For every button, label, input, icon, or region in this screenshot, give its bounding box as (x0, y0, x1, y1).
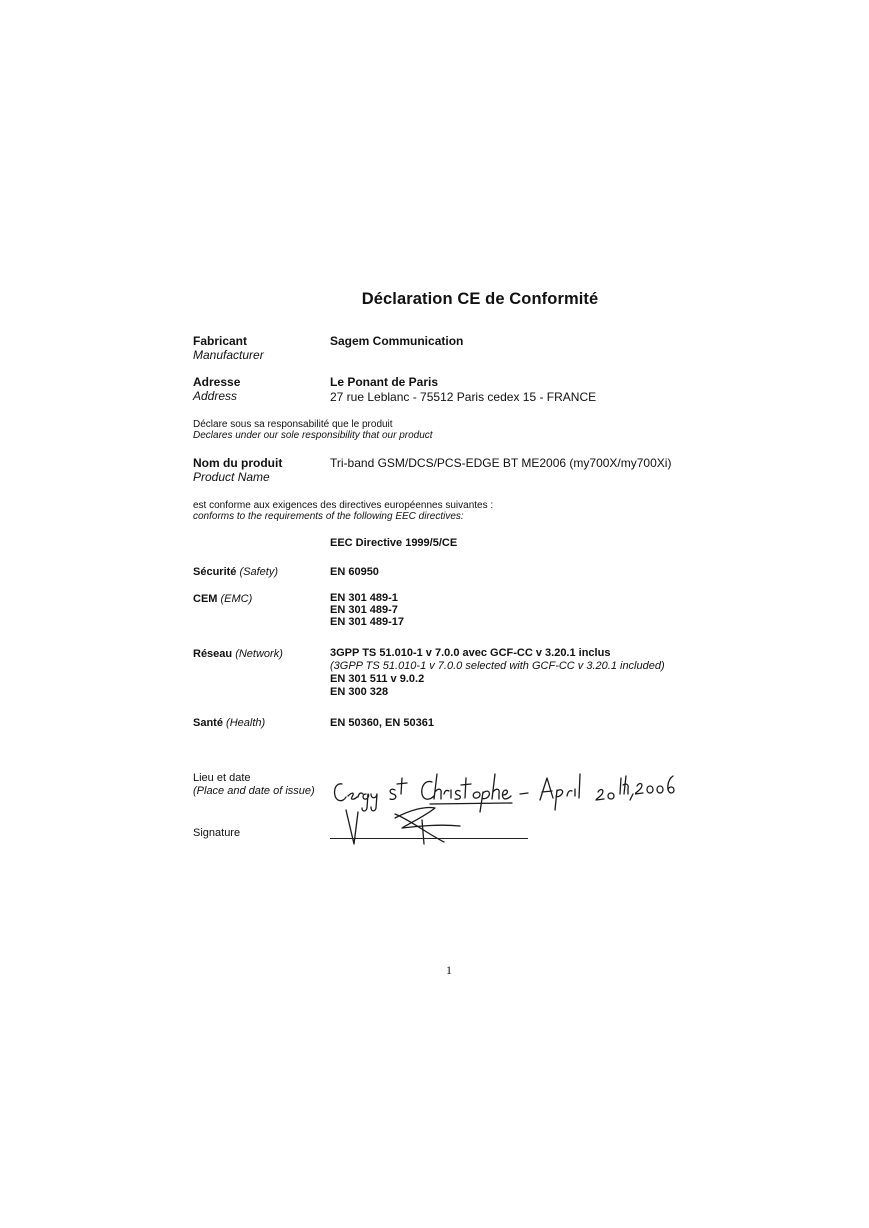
address-label-fr: Adresse (193, 375, 241, 389)
network-standard-1: 3GPP TS 51.010-1 v 7.0.0 avec GCF-CC v 3.20.1 inclus (330, 647, 611, 659)
place-date-label-en: (Place and date of issue) (193, 785, 315, 797)
address-line-1: Le Ponant de Paris (330, 375, 439, 389)
manufacturer-label-en: Manufacturer (193, 348, 264, 362)
place-date-label-fr: Lieu et date (193, 772, 251, 784)
safety-label (193, 565, 278, 579)
network-label-en: (Network) (235, 648, 283, 660)
network-label (193, 647, 283, 661)
health-label (193, 716, 265, 730)
manufacturer-label-fr: Fabricant (193, 334, 248, 348)
page-number: 1 (446, 963, 452, 977)
conformity-en: conforms to the requirements of the following EEC directives: (193, 511, 464, 522)
signature-line (330, 838, 528, 839)
manufacturer-value: Sagem Communication (330, 334, 464, 348)
health-label-en: (Health) (226, 717, 266, 729)
emc-standard-2: EN 301 489-7 (330, 604, 398, 616)
safety-label-fr: Sécurité (193, 566, 237, 578)
signature-label: Signature (193, 827, 241, 839)
emc-label (193, 592, 252, 606)
emc-standard-3: EN 301 489-17 (330, 616, 404, 628)
address-line-2: 27 rue Leblanc - 75512 Paris cedex 15 - FRANCE (330, 390, 597, 404)
product-name-value: Tri-band GSM/DCS/PCS-EDGE BT ME2006 (my700X/my700Xi) (330, 456, 672, 470)
network-standard-2: EN 301 511 v 9.0.2 (330, 673, 425, 685)
product-label-fr: Nom du produit (193, 456, 283, 470)
health-label-fr: Santé (193, 717, 223, 729)
network-label-fr: Réseau (193, 648, 233, 660)
document-title: Déclaration CE de Conformité (361, 290, 599, 308)
emc-standard-1: EN 301 489-1 (330, 592, 398, 604)
address-label-en: Address (193, 389, 238, 403)
directive-value: EEC Directive 1999/5/CE (330, 537, 458, 549)
declaration-en: Declares under our sole responsibility that our product (193, 430, 433, 441)
network-standard-3: EN 300 328 (330, 686, 389, 698)
conformity-fr: est conforme aux exigences des directives européennes suivantes : (193, 500, 494, 511)
emc-label-fr: CEM (193, 593, 218, 605)
network-standard-1-en: (3GPP TS 51.010-1 v 7.0.0 selected with GCF-CC v 3.20.1 included) (330, 660, 665, 672)
signature-mark (340, 800, 480, 848)
handwritten-year (635, 772, 685, 812)
safety-value: EN 60950 (330, 566, 379, 578)
product-label-en: Product Name (193, 470, 270, 484)
declaration-fr: Déclare sous sa responsabilité que le produit (193, 419, 393, 430)
emc-label-en: (EMC) (220, 593, 253, 605)
health-value: EN 50360, EN 50361 (330, 717, 434, 729)
safety-label-en: (Safety) (239, 566, 278, 578)
